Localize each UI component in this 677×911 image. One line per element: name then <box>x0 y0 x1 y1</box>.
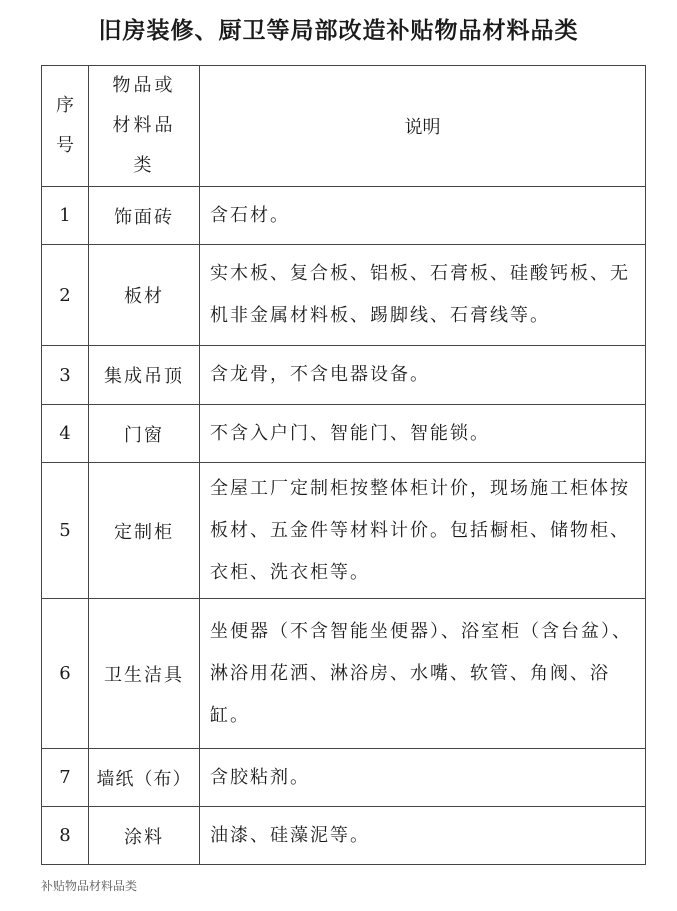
table-row <box>42 599 646 749</box>
table-row <box>42 749 646 807</box>
row-item: 墙纸（布） <box>89 749 200 807</box>
row-desc: 不含入户门、智能门、智能锁。 <box>200 405 646 463</box>
row-no: 7 <box>42 749 89 807</box>
row-no: 3 <box>42 346 89 405</box>
row-item: 定制柜 <box>89 463 200 599</box>
row-desc: 全屋工厂定制柜按整体柜计价，现场施工柜体按板材、五金件等材料计价。包括橱柜、储物柜、衣柜、洗衣柜等。 <box>200 463 646 599</box>
row-desc: 坐便器（不含智能坐便器）、浴室柜（含台盆）、淋浴用花洒、淋浴房、水嘴、软管、角阀、浴缸。 <box>200 599 646 749</box>
row-item: 板材 <box>89 245 200 346</box>
row-desc: 实木板、复合板、铝板、石膏板、硅酸钙板、无机非金属材料板、踢脚线、石膏线等。 <box>200 245 646 346</box>
row-no: 8 <box>42 807 89 865</box>
row-desc: 含胶粘剂。 <box>200 749 646 807</box>
row-no: 6 <box>42 599 89 749</box>
subsidy-table <box>41 65 646 865</box>
row-item: 涂料 <box>89 807 200 865</box>
row-item: 卫生洁具 <box>89 599 200 749</box>
row-desc: 含石材。 <box>200 187 646 245</box>
row-item: 饰面砖 <box>89 187 200 245</box>
row-desc: 油漆、硅藻泥等。 <box>200 807 646 865</box>
row-no: 5 <box>42 463 89 599</box>
header-no: 序号 <box>42 66 89 187</box>
header-desc: 说明 <box>200 66 646 187</box>
row-no: 4 <box>42 405 89 463</box>
table-row <box>42 463 646 599</box>
image-caption: 补贴物品材料品类 <box>41 879 138 893</box>
row-no: 2 <box>42 245 89 346</box>
header-item: 物品或材料品类 <box>89 66 200 187</box>
table-header-row <box>42 66 646 187</box>
row-desc: 含龙骨，不含电器设备。 <box>200 346 646 405</box>
page-title: 旧房装修、厨卫等局部改造补贴物品材料品类 <box>98 18 579 44</box>
row-item: 集成吊顶 <box>89 346 200 405</box>
table-row <box>42 405 646 463</box>
table-row <box>42 187 646 245</box>
row-item: 门窗 <box>89 405 200 463</box>
table-row <box>42 346 646 405</box>
table-row <box>42 807 646 865</box>
row-no: 1 <box>42 187 89 245</box>
table-row <box>42 245 646 346</box>
